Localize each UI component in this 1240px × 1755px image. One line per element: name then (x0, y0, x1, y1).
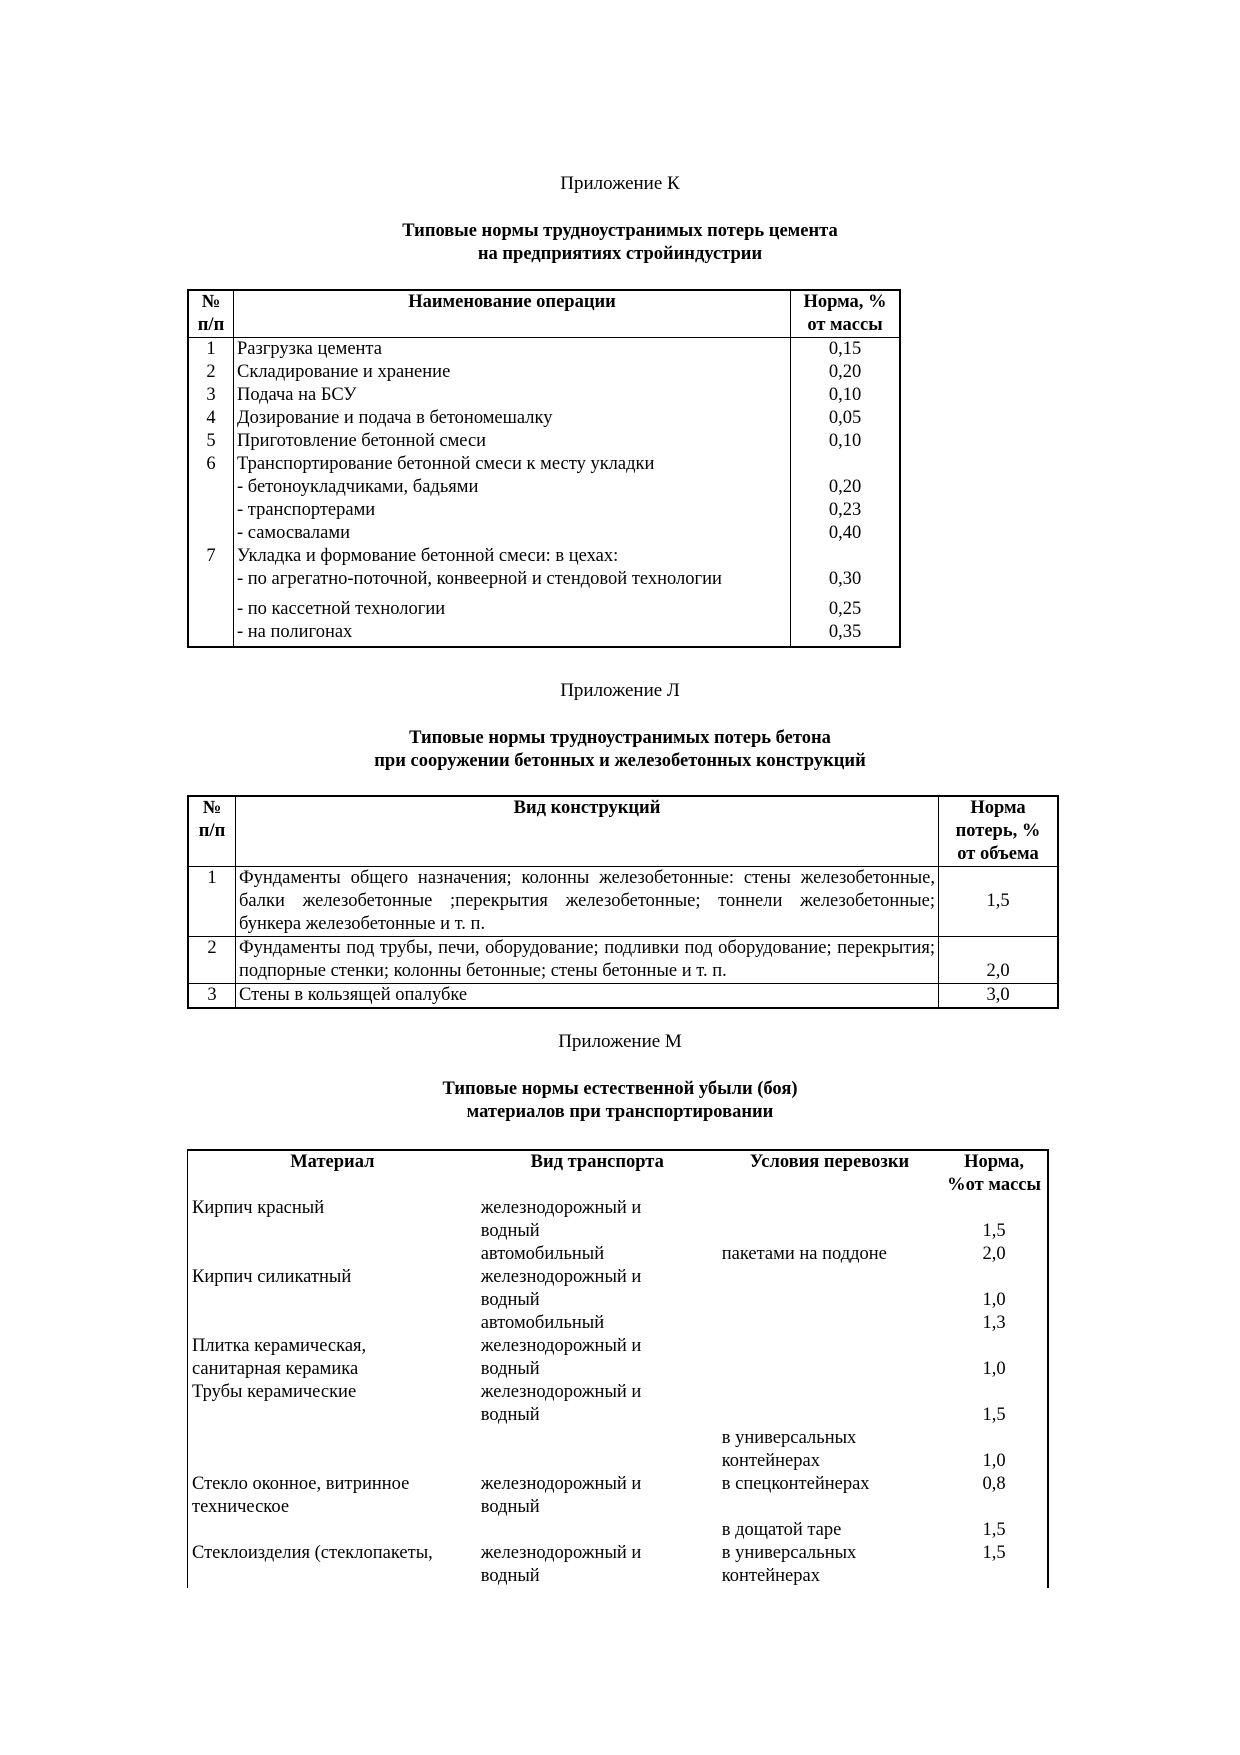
material (188, 1289, 477, 1312)
header-num (188, 290, 234, 338)
row-number: 1 (188, 338, 234, 362)
operation-name: - транспортерами (234, 499, 791, 522)
appendix-m-title-line1: Типовые нормы естественной убыли (боя) (442, 1079, 798, 1099)
table-row (188, 937, 1058, 984)
table-row (188, 476, 900, 499)
material: Стекло оконное, витринное (192, 1474, 410, 1494)
appendix-k-title-line1: Типовые нормы трудноустранимых потерь цемента (402, 221, 838, 241)
transport-type: водный (480, 1497, 540, 1517)
transport-type: автомобильный (480, 1244, 605, 1264)
operation-name: Разгрузка цемента (234, 338, 791, 362)
transport-conditions (718, 1266, 941, 1289)
norm-value: 0,10 (828, 385, 862, 405)
header-norm (939, 796, 1059, 867)
construction-type: Фундаменты общего назначения; колонны железобетонные: стены железобетонные, балки железобетонные ;перекрытия железобетонные; тоннели железобетонные; бункера железобетонные и т. п. (236, 867, 939, 937)
transport-conditions (718, 1404, 941, 1427)
operation-name: Приготовление бетонной смеси (234, 430, 791, 453)
transport-conditions (718, 1496, 941, 1519)
table-row (188, 984, 1058, 1009)
norm-value: 0,8 (982, 1474, 1006, 1494)
row-number: 4 (188, 407, 234, 430)
norm-value: 0,30 (828, 569, 862, 589)
operation-name: Транспортирование бетонной смеси к месту укладки (234, 453, 791, 476)
table-row (188, 407, 900, 430)
transport-conditions (718, 1335, 941, 1358)
transport-conditions: в дощатой таре (721, 1520, 842, 1540)
table-row (188, 1427, 1049, 1450)
norm-value: 3,0 (939, 984, 1059, 1009)
norm-value (941, 1427, 1048, 1450)
material: техническое (192, 1497, 290, 1517)
row-number (188, 522, 234, 545)
transport-type: водный (480, 1221, 540, 1241)
material (188, 1404, 477, 1427)
row-number: 7 (188, 545, 234, 568)
norm-value (941, 1496, 1048, 1519)
table-row (188, 1266, 1049, 1289)
norm-value: 0,20 (828, 362, 862, 382)
material: Кирпич красный (192, 1198, 325, 1218)
transport-type (477, 1427, 718, 1450)
material: Кирпич силикатный (192, 1267, 352, 1287)
table-row (188, 621, 900, 647)
header-num-line2: п/п (197, 315, 225, 335)
appendix-l-title-line2: при сооружении бетонных и железобетонных конструкций (374, 751, 866, 771)
row-number (188, 591, 234, 621)
header-norm-line1: Норма, (964, 1152, 1025, 1172)
transport-conditions (718, 1220, 941, 1243)
table-row (188, 1289, 1049, 1312)
transport-conditions (718, 1197, 941, 1220)
norm-value (791, 545, 901, 568)
row-number (188, 499, 234, 522)
appendix-m-title-line2: материалов при транспортировании (466, 1102, 774, 1122)
transport-conditions: контейнерах (721, 1451, 820, 1471)
transport-type: железнодорожный и (480, 1336, 642, 1356)
table-header-row (188, 290, 900, 338)
transport-type (477, 1450, 718, 1473)
row-number (188, 568, 234, 591)
norm-value: 1,0 (982, 1290, 1006, 1310)
table-row (188, 1404, 1049, 1427)
table-row (188, 499, 900, 522)
table-row (188, 545, 900, 568)
table-row (188, 1358, 1049, 1381)
table-row (188, 453, 900, 476)
transport-conditions (718, 1312, 941, 1335)
construction-type: Стены в кользящей опалубке (236, 984, 939, 1009)
table-row (188, 1335, 1049, 1358)
transport-type: железнодорожный и (480, 1198, 642, 1218)
transport-conditions: пакетами на поддоне (721, 1244, 887, 1264)
material: Плитка керамическая, (192, 1336, 367, 1356)
header-construction-type: Вид конструкций (236, 796, 939, 867)
material: Стеклоизделия (стеклопакеты, (192, 1543, 433, 1563)
norm-value: 1,5 (982, 1405, 1006, 1425)
transport-conditions (718, 1381, 941, 1404)
table-row (188, 384, 900, 407)
table-row (188, 1197, 1049, 1220)
material: Трубы керамические (192, 1382, 357, 1402)
cement-loss-table (187, 289, 901, 648)
norm-value: 1,5 (939, 867, 1059, 937)
transport-conditions: в универсальных (721, 1428, 857, 1448)
norm-value: 0,05 (828, 408, 862, 428)
table-row (188, 568, 900, 591)
transport-type: водный (480, 1359, 540, 1379)
row-number: 2 (188, 361, 234, 384)
material (188, 1565, 477, 1588)
appendix-m-label: Приложение М (558, 1031, 682, 1052)
operation-name: Укладка и формование бетонной смеси: в цехах: (234, 545, 791, 568)
appendix-l-title (0, 727, 1240, 773)
table-row (188, 1496, 1049, 1519)
transport-type: водный (480, 1405, 540, 1425)
table-row (188, 1243, 1049, 1266)
row-number: 3 (188, 384, 234, 407)
appendix-l-title-line1: Типовые нормы трудноустранимых потерь бетона (409, 728, 831, 748)
norm-value: 1,0 (982, 1451, 1006, 1471)
header-norm-line2: потерь, % (955, 821, 1041, 841)
operation-name: - на полигонах (234, 621, 791, 647)
norm-value (941, 1266, 1048, 1289)
norm-value: 0,10 (828, 431, 862, 451)
operation-name: Дозирование и подача в бетономешалку (234, 407, 791, 430)
row-number: 1 (188, 867, 236, 937)
row-number: 3 (188, 984, 236, 1009)
transport-type: железнодорожный и (480, 1267, 642, 1287)
appendix-k-label: Приложение К (560, 173, 680, 194)
table-header-row (188, 1150, 1049, 1197)
row-number (188, 621, 234, 647)
header-num-line1: № (201, 292, 221, 312)
norm-value: 0,35 (828, 622, 862, 642)
appendix-l-label: Приложение Л (560, 680, 680, 701)
operation-name: - бетоноукладчиками, бадьями (234, 476, 791, 499)
operation-name: - самосвалами (234, 522, 791, 545)
norm-value: 1,5 (982, 1221, 1006, 1241)
table-row (188, 591, 900, 621)
table-row (188, 430, 900, 453)
header-num-line2: п/п (198, 821, 226, 841)
header-num (188, 796, 236, 867)
norm-value: 2,0 (982, 1244, 1006, 1264)
transport-type: железнодорожный и (480, 1474, 642, 1494)
appendix-m-title (0, 1078, 1240, 1124)
concrete-loss-table (187, 795, 1059, 1009)
header-conditions: Условия перевозки (749, 1152, 910, 1172)
appendix-k-title-line2: на предприятиях стройиндустрии (477, 244, 763, 264)
norm-value (941, 1565, 1048, 1588)
table-row (188, 867, 1058, 937)
table-header-row (188, 796, 1058, 867)
header-num-line1: № (202, 798, 222, 818)
table-row (188, 1220, 1049, 1243)
norm-value: 0,15 (828, 339, 862, 359)
material (188, 1312, 477, 1335)
norm-value: 0,20 (828, 477, 862, 497)
row-number (188, 476, 234, 499)
norm-value: 2,0 (939, 937, 1059, 984)
table-row (188, 1565, 1049, 1588)
norm-value: 0,40 (828, 523, 862, 543)
material (188, 1243, 477, 1266)
operation-name: Складирование и хранение (234, 361, 791, 384)
table-row (188, 1473, 1049, 1496)
material (188, 1427, 477, 1450)
header-norm (791, 290, 901, 338)
row-number: 5 (188, 430, 234, 453)
norm-value: 0,23 (828, 500, 862, 520)
transport-type: водный (480, 1290, 540, 1310)
transport-type: водный (480, 1566, 540, 1586)
table-row (188, 522, 900, 545)
transport-conditions: контейнерах (721, 1566, 820, 1586)
header-norm-line2: от массы (807, 315, 883, 335)
row-number: 2 (188, 937, 236, 984)
table-row (188, 1542, 1049, 1565)
norm-value (791, 453, 901, 476)
transport-type: автомобильный (480, 1313, 605, 1333)
norm-value: 0,25 (828, 599, 862, 619)
transport-conditions: в спецконтейнерах (721, 1474, 870, 1494)
construction-type: Фундаменты под трубы, печи, оборудование; подливки под оборудование; перекрытия; подпорные стенки; колонны бетонные; стены бетонные и т. п. (236, 937, 939, 984)
table-row (188, 338, 900, 362)
header-norm (941, 1150, 1048, 1197)
norm-value (941, 1381, 1048, 1404)
material (188, 1519, 477, 1542)
transport-type (477, 1519, 718, 1542)
table-row (188, 1312, 1049, 1335)
norm-value: 1,5 (982, 1543, 1006, 1563)
header-transport: Вид транспорта (530, 1152, 664, 1172)
transport-loss-table (187, 1149, 1049, 1588)
transport-type: железнодорожный и (480, 1382, 642, 1402)
row-number: 6 (188, 453, 234, 476)
header-norm-line1: Норма (970, 798, 1026, 818)
header-operation: Наименование операции (234, 290, 791, 338)
norm-value (941, 1335, 1048, 1358)
table-row (188, 1381, 1049, 1404)
norm-value (941, 1197, 1048, 1220)
transport-type: железнодорожный и (480, 1543, 642, 1563)
transport-conditions (718, 1358, 941, 1381)
material (188, 1450, 477, 1473)
header-norm-line3: от объема (957, 844, 1039, 864)
norm-value: 1,0 (982, 1359, 1006, 1379)
operation-name: - по кассетной технологии (234, 591, 791, 621)
table-row (188, 361, 900, 384)
transport-conditions: в универсальных (721, 1543, 857, 1563)
norm-value: 1,3 (982, 1313, 1006, 1333)
norm-value: 1,5 (982, 1520, 1006, 1540)
operation-name: Подача на БСУ (234, 384, 791, 407)
table-row (188, 1519, 1049, 1542)
header-norm-line2: %от массы (947, 1175, 1041, 1195)
appendix-k-title (0, 220, 1240, 266)
operation-name: - по агрегатно-поточной, конвеерной и стендовой технологии (234, 568, 791, 591)
header-material: Материал (290, 1152, 375, 1172)
header-norm-line1: Норма, % (803, 292, 887, 312)
transport-conditions (718, 1289, 941, 1312)
material (188, 1220, 477, 1243)
table-row (188, 1450, 1049, 1473)
material: санитарная керамика (192, 1359, 359, 1379)
